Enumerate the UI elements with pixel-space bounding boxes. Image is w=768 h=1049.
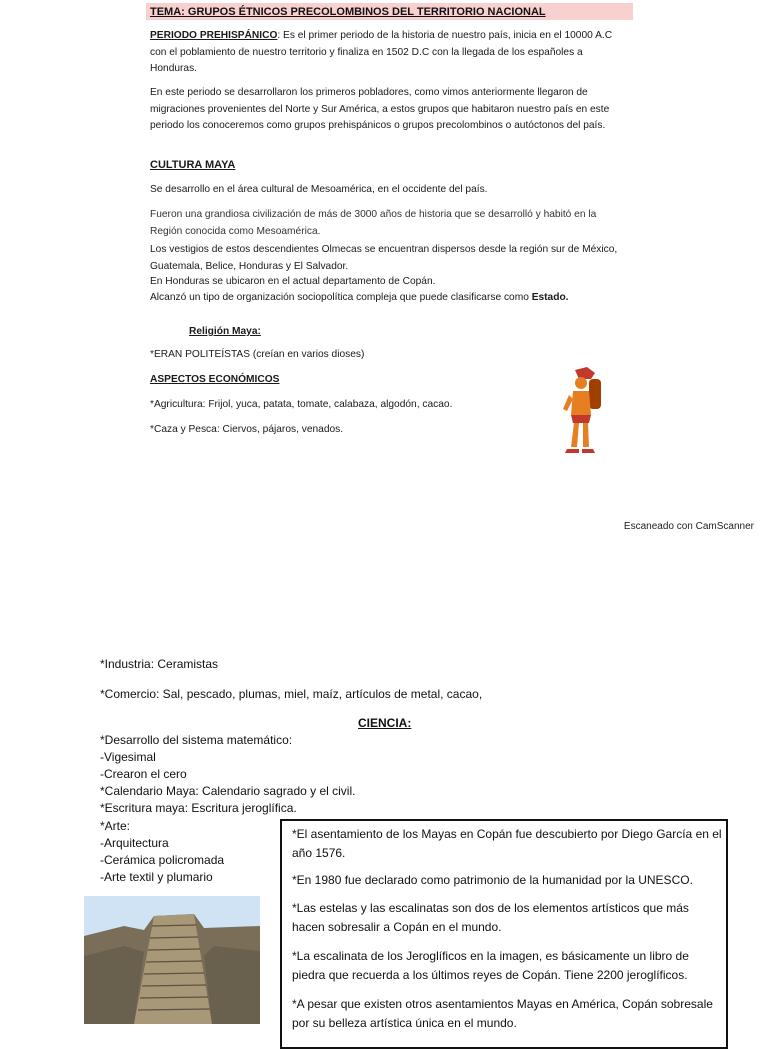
ciencia-list-item: *Calendario Maya: Calendario sagrado y el civil. <box>100 784 356 798</box>
ciencia-list-item: *Arte: <box>100 819 131 833</box>
comercio-line: *Comercio: Sal, pescado, plumas, miel, maíz, artículos de metal, cacao, <box>100 687 483 701</box>
ciencia-heading: CIENCIA: <box>358 716 412 730</box>
box-item: *La escalinata de los Jeroglíficos en la imagen, es básicamente un libro de piedra que recuerda a los últimos reyes de Copán. Tiene 2200 jeroglíficos. <box>292 949 689 982</box>
caza-text: *Caza y Pesca: Ciervos, pájaros, venados. <box>150 424 344 435</box>
ciencia-list-item: -Cerámica policromada <box>100 853 225 867</box>
organizacion-paragraph <box>150 290 630 307</box>
prehispanico-paragraph <box>150 28 630 78</box>
camscanner-watermark: Escaneado con CamScanner <box>623 521 754 532</box>
organizacion-text: Alcanzó un tipo de organización sociopolítica compleja que puede clasificarse como <box>150 292 532 303</box>
vestigios-paragraph: Los vestigios de estos descendientes Olmecas se encuentran dispersos desde la región sur de México, Guatemala, Belice, Honduras y El Salvador. <box>150 244 618 272</box>
industria-line: *Industria: Ceramistas <box>100 657 219 671</box>
page-title: TEMA: GRUPOS ÉTNICOS PRECOLOMBINOS DEL TERRITORIO NACIONAL <box>150 6 546 18</box>
ciencia-list-item: -Vigesimal <box>100 750 156 764</box>
agricultura-text: *Agricultura: Frijol, yuca, patata, tomate, calabaza, algodón, cacao. <box>150 399 453 410</box>
mesoamerica-paragraph: Se desarrollo en el área cultural de Mesoamérica, en el occidente del país. <box>150 184 488 195</box>
politeistas-text: *ERAN POLITEÍSTAS (creían en varios dioses) <box>150 349 365 360</box>
cultura-maya-heading: CULTURA MAYA <box>150 159 236 171</box>
copan-pyramid-photo <box>84 896 260 1024</box>
periodo-paragraph: En este periodo se desarrollaron los primeros pobladores, como vimos anteriormente llegaron de migraciones provenientes del Norte y Sur América, a estos grupos que habitaron nuestro país en este periodo los conoceremos como grupos prehispánicos o grupos precolombinos o autóctonos del país. <box>150 87 610 131</box>
ciencia-list-item: *Desarrollo del sistema matemático: <box>100 733 293 747</box>
ciencia-list-item: -Crearon el cero <box>100 767 187 781</box>
box-item: *A pesar que existen otros asentamientos Mayas en América, Copán sobresale por su belleza artística única en el mundo. <box>292 997 713 1030</box>
ciencia-list-item: -Arte textil y plumario <box>100 870 213 884</box>
religion-heading: Religión Maya: <box>189 326 261 337</box>
honduras-paragraph: En Honduras se ubicaron en el actual departamento de Copán. <box>150 276 436 287</box>
prehispanico-label: PERIODO PREHISPÁNICO <box>150 30 278 41</box>
ciencia-list-item: -Arquitectura <box>100 836 169 850</box>
ciencia-list-item: *Escritura maya: Escritura jeroglífica. <box>100 801 297 815</box>
prehispanico-text: : Es el primer periodo de la historia de nuestro país, inicia en el 10000 A.C con el poblamiento de nuestro territorio y finaliza en 1502 D.C con la llegada de los españoles a Honduras. <box>150 30 613 74</box>
organizacion-bold: Estado. <box>531 292 569 303</box>
box-item: *El asentamiento de los Mayas en Copán fue descubierto por Diego García en el año 1576. <box>292 827 722 860</box>
copan-info-box <box>280 819 728 1049</box>
box-item: *En 1980 fue declarado como patrimonio de la humanidad por la UNESCO. <box>292 873 693 887</box>
box-item: *Las estelas y las escalinatas son dos de los elementos artísticos que más hacen sobresalir a Copán en el mundo. <box>292 901 689 934</box>
maya-warrior-illustration <box>555 365 605 455</box>
economicos-heading: ASPECTOS ECONÓMICOS <box>150 374 280 385</box>
civilizacion-paragraph: Fueron una grandiosa civilización de más de 3000 años de historia que se desarrolló y habitó en la Región conocida como Mesoamérica. <box>150 209 597 237</box>
